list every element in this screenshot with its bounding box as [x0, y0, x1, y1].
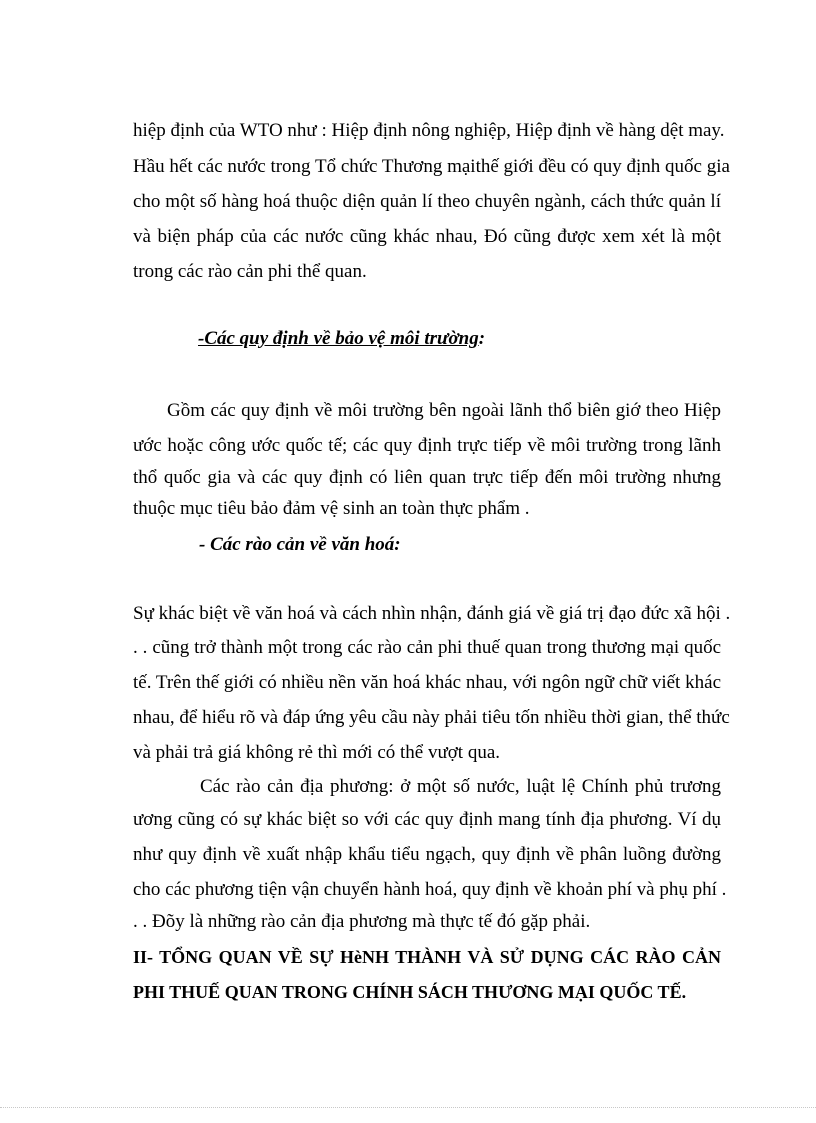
paragraph-line: . . Đõy là những rào cản địa phương mà thực tế đó gặp phải.: [133, 911, 591, 932]
section-heading-line: PHI THUẾ QUAN TRONG CHÍNH SÁCH THƯƠNG MẠI QUỐC TẾ.: [133, 982, 687, 1002]
paragraph-line: hiệp định của WTO như : Hiệp định nông nghiệp, Hiệp định về hàng dệt may.: [133, 120, 725, 141]
paragraph-line: cho các phương tiện vận chuyển hành hoá, quy định về khoản phí và phụ phí .: [133, 879, 727, 900]
heading-environment-suffix: :: [478, 328, 486, 349]
paragraph-line: cho một số hàng hoá thuộc diện quản lí theo chuyên ngành, cách thức quản lí: [133, 191, 721, 212]
page-divider: [0, 1107, 816, 1108]
paragraph-line: như quy định về xuất nhập khẩu tiểu ngạch, quy định về phân luồng đường: [133, 844, 721, 865]
paragraph-line: . . cũng trở thành một trong các rào cản phi thuế quan trong thương mại quốc: [133, 637, 721, 658]
paragraph-line: Hầu hết các nước trong Tổ chức Thương mạithế giới đều có quy định quốc gia: [133, 156, 730, 177]
paragraph-line: và phải trả giá không rẻ thì mới có thể vượt qua.: [133, 742, 501, 763]
paragraph-line: và biện pháp của các nước cũng khác nhau, Đó cũng được xem xét là một: [133, 226, 721, 247]
paragraph-line: trong các rào cản phi thể quan.: [133, 261, 367, 282]
paragraph-line: nhau, để hiểu rõ và đáp ứng yêu cầu này phải tiêu tốn nhiều thời gian, thể thức: [133, 707, 730, 728]
paragraph-line: thuộc mục tiêu bảo đảm vệ sinh an toàn thực phẩm .: [133, 498, 530, 519]
paragraph-line: thổ quốc gia và các quy định có liên quan trực tiếp đến môi trường nhưng: [133, 467, 721, 488]
paragraph-line: Sự khác biệt về văn hoá và cách nhìn nhận, đánh giá về giá trị đạo đức xã hội .: [133, 603, 731, 624]
section-heading-line: II- TỔNG QUAN VỀ SỰ HèNH THÀNH VÀ SỬ DỤNG CÁC RÀO CẢN: [133, 947, 721, 967]
heading-culture: - Các rào cản về văn hoá:: [199, 534, 401, 555]
heading-environment-text: -Các quy định về bảo vệ môi trường: [198, 328, 479, 349]
heading-environment: [198, 327, 598, 351]
paragraph-line: tế. Trên thế giới có nhiều nền văn hoá khác nhau, với ngôn ngữ chữ viết khác: [133, 672, 721, 693]
paragraph-line: Các rào cản địa phương: ở một số nước, luật lệ Chính phủ trương: [200, 776, 721, 797]
paragraph-line: ương cũng có sự khác biệt so với các quy định mang tính địa phương. Ví dụ: [133, 809, 721, 830]
paragraph-line: Gồm các quy định về môi trường bên ngoài lãnh thổ biên giớ theo Hiệp: [167, 400, 721, 421]
paragraph-line: ước hoặc công ước quốc tế; các quy định trực tiếp về môi trường trong lãnh: [133, 435, 721, 456]
